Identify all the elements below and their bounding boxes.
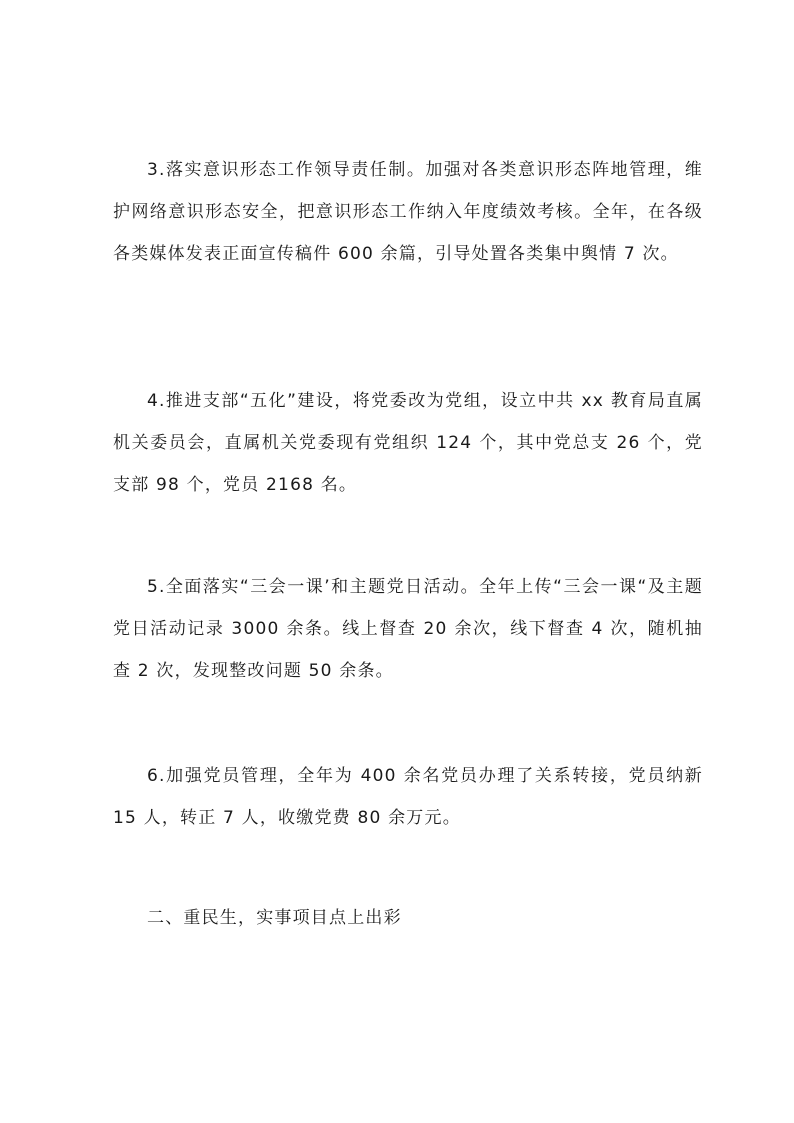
section-heading: 二、重民生，实事项目点上出彩 — [147, 908, 402, 928]
paragraph-ideology-responsibility: 3.落实意识形态工作领导责任制。加强对各类意识形态阵地管理，维护网络意识形态安全，把意识形态工作纳入年度绩效考核。全年，在各级各类媒体发表正面宣传稿件 600 余篇，引导处置各类集中舆情 7 次。 — [113, 160, 703, 264]
paragraph-three-meetings-one-lesson: 5.全面落实“三会一课’和主题党日活动。全年上传“三会一课“及主题党日活动记录 3000 余条。线上督查 20 余次，线下督查 4 次，随机抽查 2 次，发现整改问题 50 余条。 — [113, 577, 703, 681]
paragraph-member-management: 6.加强党员管理，全年为 400 余名党员办理了关系转接，党员纳新 15 人，转正 7 人，收缴党费 80 余万元。 — [113, 766, 703, 828]
paragraph-branch-construction: 4.推进支部“五化”建设，将党委改为党组，设立中共 xx 教育局直属机关委员会，直属机关党委现有党组织 124 个，其中党总支 26 个，党支部 98 个，党员 2168 名。 — [113, 391, 703, 495]
